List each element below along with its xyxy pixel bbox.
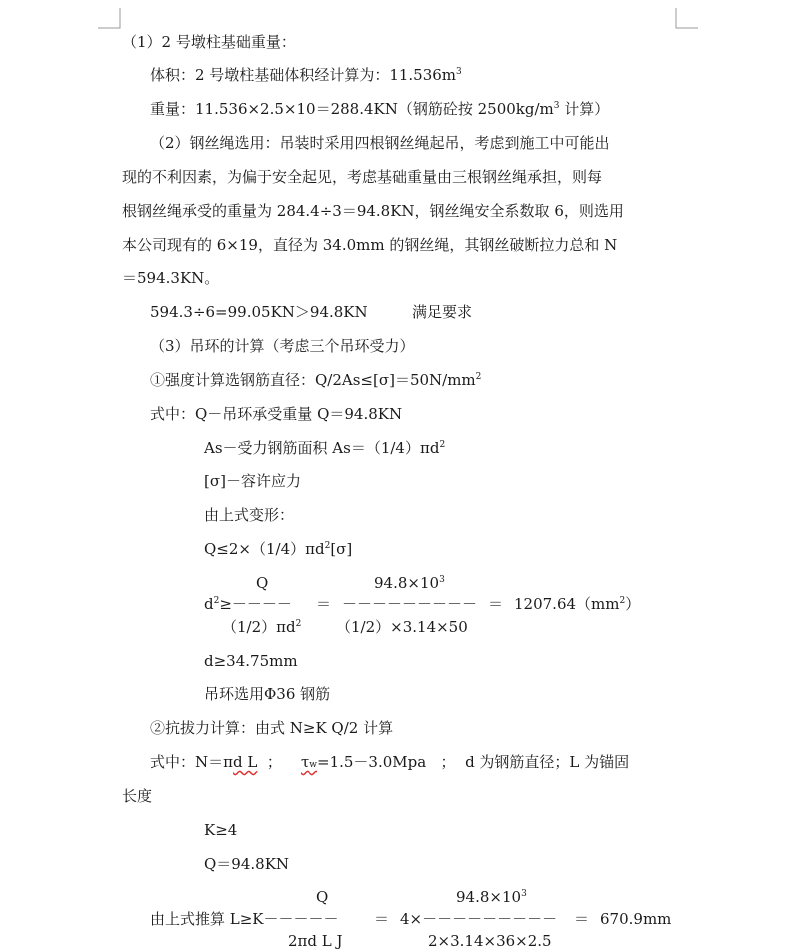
section-3-as: As－受力钢筋面积 $As=(1/4)\pi d^2$	[204, 439, 446, 457]
section-2-para-line-1: （2）钢丝绳选用：吊装时采用四根钢丝绳起吊，考虑到施工中可能出	[150, 134, 610, 152]
section-4-where: 式中：N＝πd L ； $\tau_w=1.5-3.0Mpa$ ； d 为钢筋直径；L 为锚固	[150, 753, 630, 771]
section-3-d-result: d≥34.75mm	[204, 652, 298, 670]
section-2-para-line-2: 现的不利因素，为偏于安全起见，考虑基础重量由三根钢丝绳承担，则每	[122, 168, 603, 186]
formula-1-numerator-value: $94.8\times 10^3$	[374, 574, 445, 592]
section-3-inequality: $Q\le 2\times(1/4)\pi d^2[\sigma]$	[204, 540, 353, 558]
formula-1-fraction-bar: －－－－－－－－－	[342, 595, 478, 613]
section-4-k: K≥4	[204, 821, 238, 839]
section-4-q: Q＝94.8KN	[204, 855, 290, 873]
formula-2-middle: 4×－－－－－－－－－	[400, 910, 558, 928]
formula-1-equals-2: ＝	[488, 595, 504, 613]
section-3-sigma: [σ]－容许应力	[204, 472, 301, 490]
formula-2-equals-2: ＝	[574, 910, 590, 928]
section-1-volume: 体积：2 号墩柱基础体积经计算为：$11.536m^3$	[150, 66, 462, 84]
section-3-where: 式中：Q－吊环承受重量 Q＝94.8KN	[150, 405, 403, 423]
section-1-weight: 重量：11.536×2.5×10＝288.4KN（钢筋砼按 $2500kg/m^3$ 计算）	[150, 100, 610, 118]
section-4-title: ②抗拔力计算：由式 N≥K Q/2 计算	[150, 719, 394, 737]
formula-1-denominator-2: （1/2）×3.14×50	[336, 618, 468, 636]
section-3-strength: ①强度计算选钢筋直径：$Q/2As\le[\sigma]=50N/mm^2$	[150, 371, 482, 389]
formula-1-equals-1: ＝	[316, 595, 332, 613]
formula-2-denominator-1: 2πd L J	[288, 932, 343, 950]
section-2-check: 594.3÷6=99.05KN＞94.8KN	[150, 303, 368, 321]
formula-1-result: $1207.64(mm^2)$	[514, 595, 641, 613]
formula-1-numerator-q: Q	[256, 574, 269, 592]
section-1-title: （1）2 号墩柱基础重量：	[122, 33, 296, 51]
formula-2-equals-1: ＝	[374, 910, 390, 928]
section-3-title: （3）吊环的计算（考虑三个吊环受力）	[150, 337, 415, 355]
section-2-para-line-3: 根钢丝绳承受的重量为 284.4÷3＝94.8KN，钢丝绳安全系数取 6，则选用	[122, 202, 624, 220]
formula-2-result: 670.9mm	[600, 910, 672, 928]
formula-2-numerator-value: $94.8\times 10^3$	[456, 888, 527, 906]
formula-2-denominator-2: 2×3.14×36×2.5	[428, 932, 552, 950]
formula-2-numerator-q: Q	[316, 888, 329, 906]
crop-mark-top-left	[98, 8, 124, 32]
section-2-para-line-5: ＝594.3KN。	[122, 269, 220, 287]
formula-1-denominator-1: $(1/2)\pi d^2$	[222, 618, 302, 636]
section-2-ok: 满足要求	[412, 303, 473, 321]
section-3-transform: 由上式变形：	[204, 506, 295, 524]
section-4-where-cont: 长度	[122, 787, 153, 805]
crop-mark-top-right	[674, 8, 700, 32]
section-3-choice: 吊环选用Φ36 钢筋	[204, 685, 331, 703]
formula-1-lhs: $d^2\ge----$	[204, 595, 292, 613]
section-2-para-line-4: 本公司现有的 6×19，直径为 34.0mm 的钢丝绳，其钢丝破断拉力总和 N	[122, 236, 618, 254]
formula-2-lhs: 由上式推算 L≥K－－－－－	[150, 910, 339, 928]
